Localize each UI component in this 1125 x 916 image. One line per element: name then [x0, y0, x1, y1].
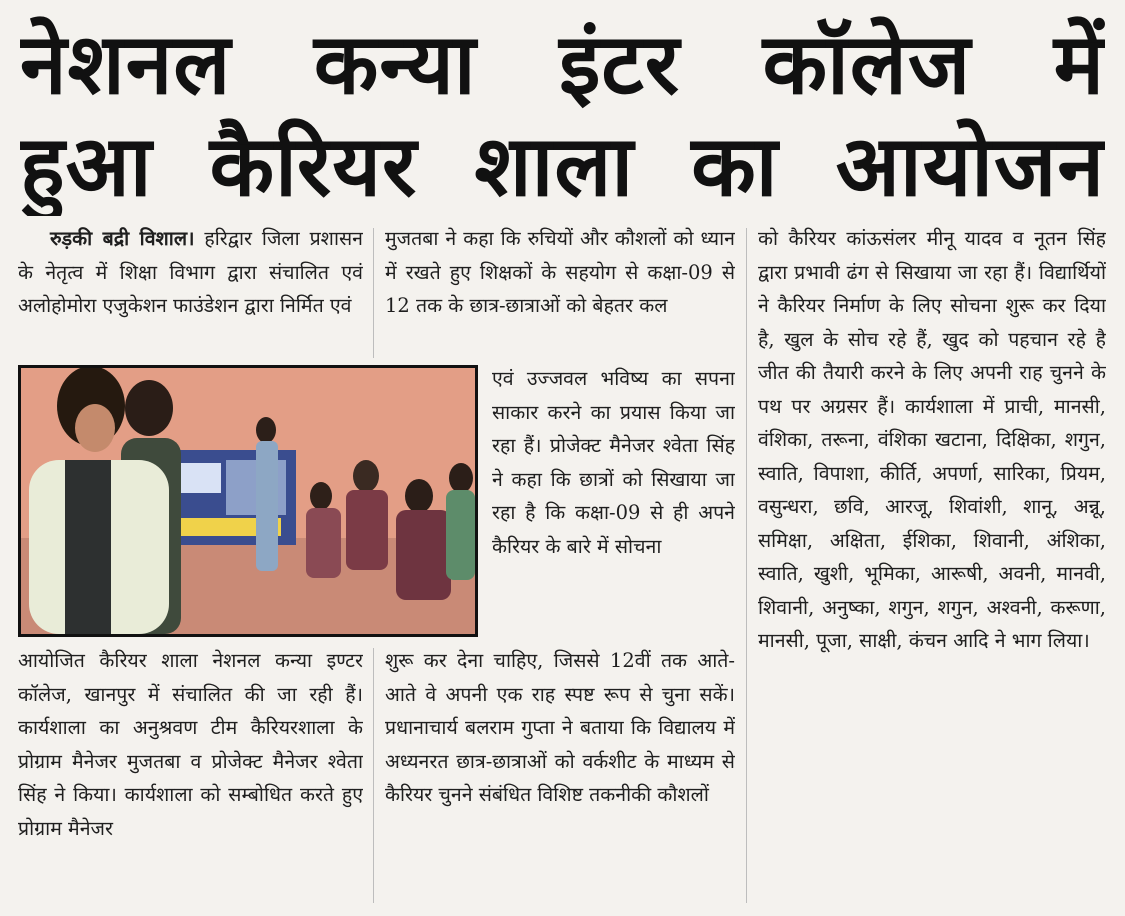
- column-2-bottom-text: शुरू कर देना चाहिए, जिससे 12वीं तक आते-आते वे अपनी एक राह स्पष्ट रूप से चुना सकें। प्रधानाचार्य बलराम गुप्ता ने बताया कि विद्यालय में अध्यनरत छात्र-छात्राओं को वर्कशीट के माध्यम से कैरियर चुनने संबंधित विशिष्ट तकनीकी कौशलों: [385, 649, 735, 806]
- headline-line-2: हुआ कैरियर शाला का आयोजन: [20, 117, 1105, 215]
- column-1-top-text: हरिद्वार जिला प्रशासन के नेतृत्व में शिक्षा विभाग द्वारा संचालित एवं अलोहोमोरा एजुकेशन फाउंडेशन द्वारा निर्मित एवं: [18, 227, 363, 317]
- column-divider: [373, 648, 374, 903]
- photo-illustration: [21, 368, 475, 634]
- column-divider: [746, 228, 747, 903]
- headline-line-1: नेशनल कन्या इंटर कॉलेज में: [20, 15, 1105, 113]
- column-2-middle: [492, 362, 735, 644]
- news-photo: [18, 365, 478, 637]
- column-3: [758, 222, 1106, 904]
- byline: रुड़की बद्री विशाल।: [50, 227, 195, 250]
- column-1-bottom-text: आयोजित कैरियर शाला नेशनल कन्या इण्टर कॉलेज, खानपुर में संचालित की जा रही हैं। कार्यशाला का अनुश्रवण टीम कैरियरशाला के प्रोग्राम मैनेजर मुजतबा व प्रोजेक्ट मैनेजर श्वेता सिंह ने किया। कार्यशाला को सम्बोधित करते हुए प्रोग्राम मैनेजर: [18, 649, 363, 840]
- column-1-top: [18, 222, 363, 358]
- column-2-top: [385, 222, 735, 358]
- column-3-text: को कैरियर कांऊसंलर मीनू यादव व नूतन सिंह द्वारा प्रभावी ढंग से सिखाया जा रहा हैं। विद्यार्थियों ने कैरियर निर्माण के लिए सोचना शुरू कर दिया है, खुल के सोच रहे हैं, खुद को पहचान रहे है जीत की तैयारी करने के लिए अपनी राह चुनने के पथ पर अग्रसर हैं। कार्यशाला में प्राची, मानसी, वंशिका, तरूना, वंशिका खटाना, दिक्षिका, शगुन, स्वाति, विपाशा, कीर्ति, अपर्णा, सारिका, प्रियम, वसुन्धरा, छवि, आरजू, शिवांशी, शानू, अन्नू, समिक्षा, अक्षिता, ईशिका, शिवानी, अंशिका, स्वाति, खुशी, भूमिका, आरूषी, अवनी, मानवी, शिवानी, अनुष्का, शगुन, शगुन, अश्वनी, करूणा, मानसी, पूजा, साक्षी, कंचन आदि ने भाग लिया।: [758, 227, 1106, 652]
- column-1-bottom: [18, 644, 363, 904]
- column-divider: [373, 228, 374, 358]
- column-2-middle-text: एवं उज्जवल भविष्य का सपना साकार करने का प्रयास किया जा रहा हैं। प्रोजेक्ट मैनेजर श्वेता सिंह ने कहा कि छात्रों को सिखाया जा रहा है कि कक्षा-09 से ही अपने कैरियर के बारे में सोचना: [492, 367, 735, 558]
- column-2-top-text: मुजतबा ने कहा कि रुचियों और कौशलों को ध्यान में रखते हुए शिक्षकों के सहयोग से कक्षा-09 से 12 तक के छात्र-छात्राओं को बेहतर कल: [385, 227, 735, 317]
- column-2-bottom: [385, 644, 735, 904]
